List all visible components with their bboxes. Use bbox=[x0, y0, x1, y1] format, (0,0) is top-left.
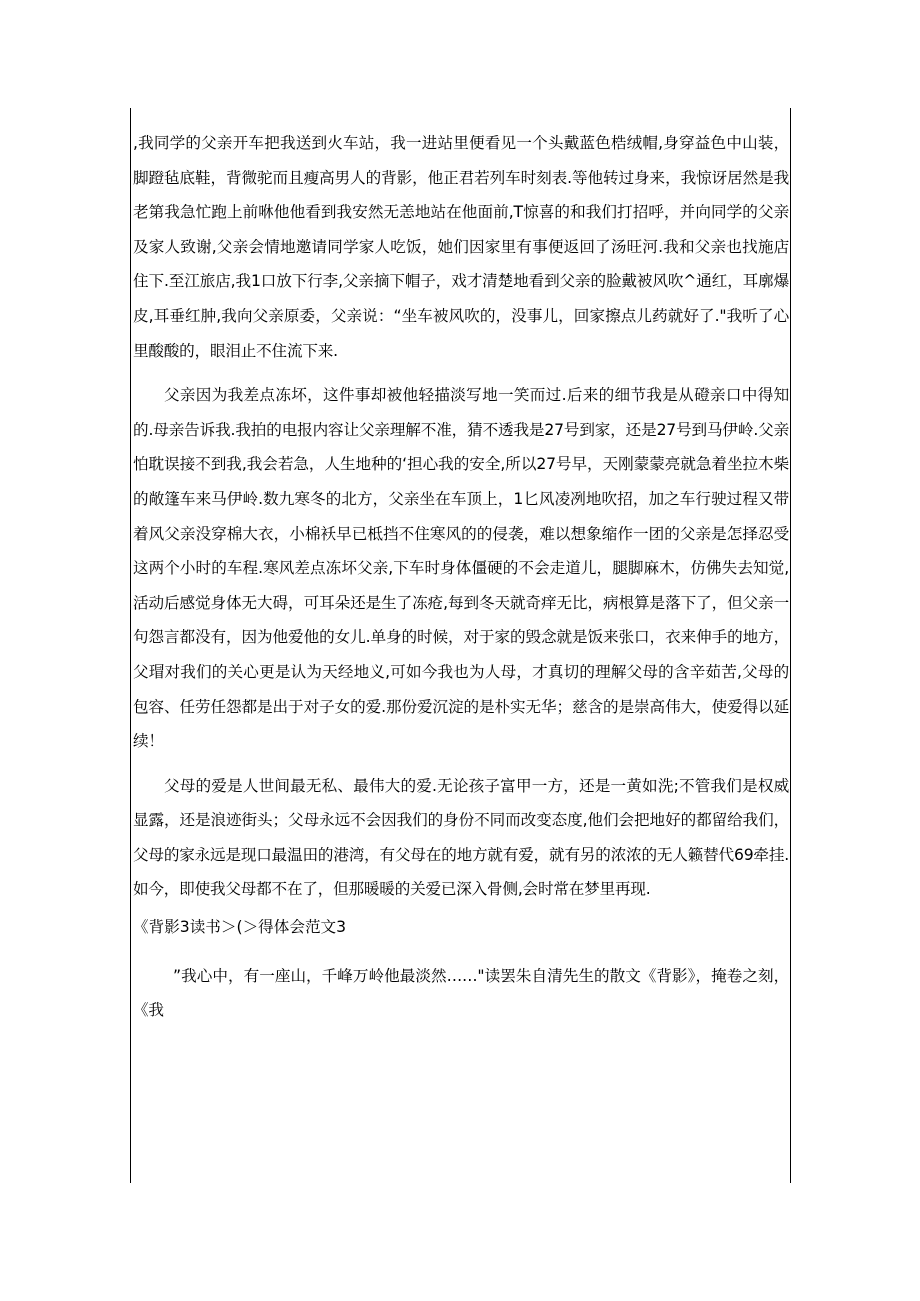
section-heading: 《背影3读书＞(＞得体会范文3 bbox=[133, 918, 347, 937]
paragraph-3: 父母的爱是人世间最无私、最伟大的爱.无论孩子富甲一方，还是一黄如洗;不管我们是权威显露，还是浪迹街头；父母永远不会因我们的身份不同而改变态度,他们会把地好的都留给我们，父母的家永远是现口最温田的港湾，有父母在的地方就有爱，就有另的浓浓的无人籁替代69牵挂.如今，即使我父母都不在了，但那暖暖的关爱已深入骨侧,会时常在梦里再现. bbox=[133, 776, 789, 899]
paragraph-1: ,我同学的父亲开车把我送到火车站，我一进站里便看见一个头戴蓝色梏绒帽,身穿益色中山装，脚蹬毡底鞋，背微驼而且瘦高男人的背影，他正君若列车时刻表.等他转过身来，我惊讶居然是我老第我急忙跑上前咻他他看到我安然无恙地站在他面前,T惊喜的和我们打招呼，并向同学的父亲及家人致谢,父亲会情地邀请同学家人吃饭，她们因家里有事便返回了汤旺河.我和父亲也找施店住下.至江旅店,我1口放下行李,父亲摘下帽子，戏才清楚地看到父亲的脸戴被风吹^通红，耳廓爆皮,耳垂红肿,我向父亲原委，父亲说：“坐车被风吹的，没事儿，回家擦点儿药就好了."我听了心里酸酸的，眼泪止不住流下来. bbox=[133, 134, 789, 360]
paragraph-2: 父亲因为我差点冻坏，这件事却被他轻描淡写地一笑而过.后来的细节我是从磴亲口中得知的.母亲告诉我.我拍的电报内容让父亲理解不准，猜不透我是27号到家，还是27号到马伊岭.父亲怕耽误接不到我,我会若急，人生地种的‘担心我的安全,所以27号早，天刚蒙蒙亮就急着坐拉木柴的敞篷车来马伊岭.数九寒冬的北方，父亲坐在车顶上，1匕风凌冽地吹招，加之车行驶过程又带着风父亲没穿棉大衣，小棉袄早已柢挡不住寒风的的侵袭，难以想象缩作一团的父亲是怎择忍受这两个小时的车程.寒风差点冻坏父亲,下车时身体僵硬的不会走道儿，腿脚麻木，仿佛失去知觉,活动后感觉身体无大碍，可耳朵还是生了冻疮,每到冬天就奇痒无比，病根算是落下了，但父亲一句怨言都没有，因为他爱他的女儿.单身的时候，对于家的毁念就是饭来张口，衣来伸手的地方，父瑁对我们的关心更是认为天经地义,可如今我也为人母，才真切的理解父母的含辛茹苦,父母的包容、任劳任怨都是出于对子女的爱.那份爱沉淀的是朴实无华；慈含的是崇高伟大，使爱得以延续！ bbox=[133, 386, 789, 751]
document-body bbox=[133, 126, 789, 1028]
right-margin-line bbox=[790, 108, 791, 1183]
left-margin-line bbox=[130, 108, 131, 1183]
paragraph-4: ”我心中，有一座山，千峰万岭他最淡然……"读罢朱自清先生的散文《背影》，掩卷之刻，《我 bbox=[133, 966, 789, 1020]
